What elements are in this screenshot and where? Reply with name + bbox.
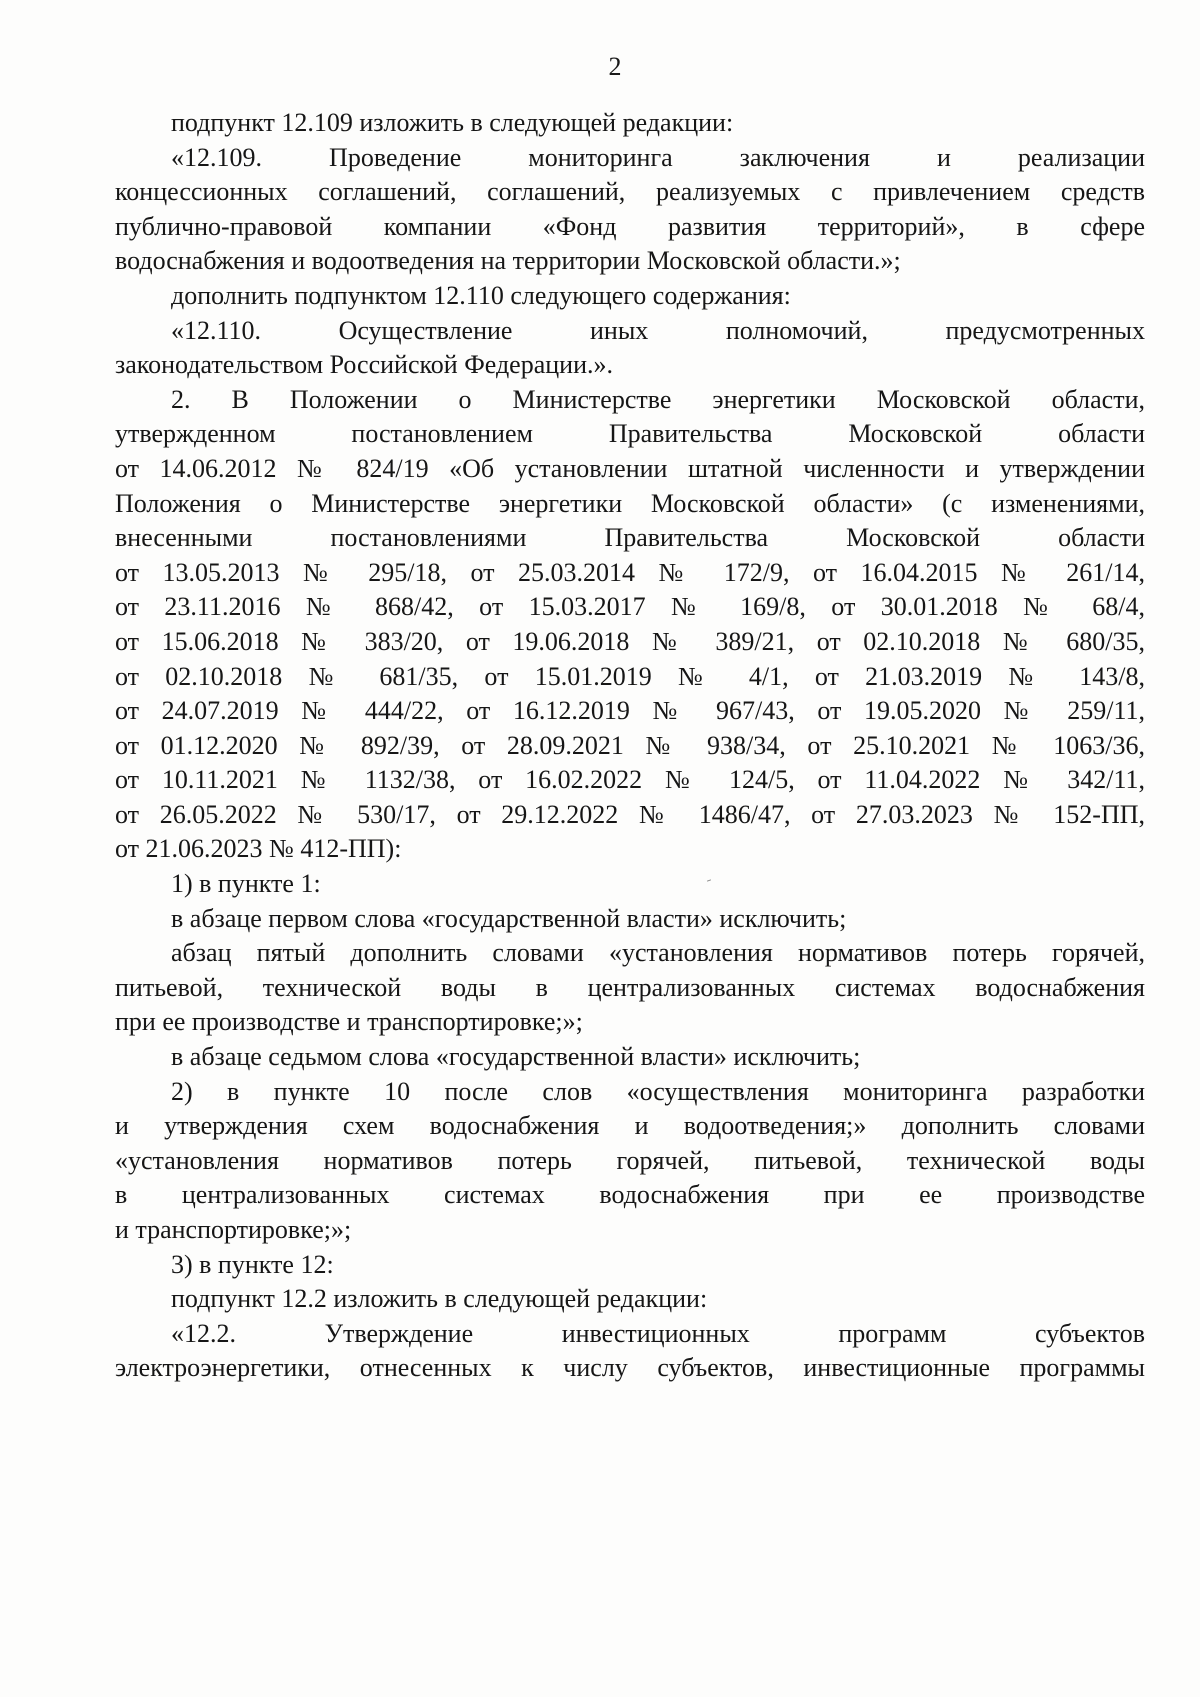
text-line: и транспортировке;»; [115, 1215, 352, 1244]
text-line: в абзаце седьмом слова «государственной власти» исключить; [171, 1042, 861, 1072]
document-body [115, 106, 1145, 1386]
text-line: электроэнергетики, отнесенных к числу субъектов, инвестиционные программы [115, 1353, 1145, 1383]
text-line: подпункт 12.2 изложить в следующей редакции: [171, 1284, 708, 1314]
text-line: от 21.06.2023 № 412-ПП): [115, 834, 402, 864]
text-line: концессионных соглашений, соглашений, реализуемых с привлечением средств [115, 177, 1145, 207]
text-line: и утверждения схем водоснабжения и водоотведения;» дополнить словами [115, 1111, 1145, 1141]
text-line: при ее производстве и транспортировке;»; [115, 1007, 583, 1037]
text-line: подпункт 12.109 изложить в следующей редакции: [171, 108, 734, 137]
text-line: водоснабжения и водоотведения на территории Московской области.»; [115, 246, 901, 276]
text-line: «установления нормативов потерь горячей, питьевой, технической воды [115, 1145, 1145, 1175]
text-line: 2) в пункте 10 после слов «осуществления мониторинга разработки [171, 1076, 1145, 1106]
text-line: питьевой, технической воды в централизованных системах водоснабжения [115, 972, 1145, 1002]
text-line: от 10.11.2021 № 1132/38, от 16.02.2022 № 124/5, от 11.04.2022 № 342/11, [115, 765, 1145, 795]
text-line: дополнить подпунктом 12.110 следующего содержания: [171, 280, 791, 310]
text-line: абзац пятый дополнить словами «установления нормативов потерь горячей, [171, 938, 1145, 968]
text-line: 1) в пункте 1: [171, 869, 321, 899]
page-number: 2 [608, 52, 622, 81]
text-line: законодательством Российской Федерации.». [115, 350, 613, 380]
text-line: от 01.12.2020 № 892/39, от 28.09.2021 № 938/34, от 25.10.2021 № 1063/36, [115, 730, 1145, 760]
text-line: от 23.11.2016 № 868/42, от 15.03.2017 № 169/8, от 30.01.2018 № 68/4, [115, 592, 1145, 622]
text-line: от 15.06.2018 № 383/20, от 19.06.2018 № 389/21, от 02.10.2018 № 680/35, [115, 626, 1145, 656]
text-line: 3) в пункте 12: [171, 1249, 334, 1279]
text-line: от 26.05.2022 № 530/17, от 29.12.2022 № 1486/47, от 27.03.2023 № 152-ПП, [115, 799, 1145, 829]
text-line: от 13.05.2013 № 295/18, от 25.03.2014 № 172/9, от 16.04.2015 № 261/14, [115, 557, 1145, 587]
text-line: от 14.06.2012 № 824/19 «Об установлении штатной численности и утверждении [115, 453, 1145, 483]
text-line: в централизованных системах водоснабжения при ее производстве [115, 1180, 1145, 1210]
text-line: в абзаце первом слова «государственной власти» исключить; [171, 903, 847, 933]
text-line: утвержденном постановлением Правительства Московской области [115, 419, 1145, 449]
text-line: «12.2. Утверждение инвестиционных программ субъектов [171, 1318, 1145, 1348]
text-line: «12.110. Осуществление иных полномочий, предусмотренных [171, 315, 1145, 345]
text-line: внесенными постановлениями Правительства Московской области [115, 523, 1145, 553]
text-line: Положения о Министерстве энергетики Московской области» (с изменениями, [115, 488, 1145, 518]
text-line: публично-правовой компании «Фонд развития территорий», в сфере [115, 211, 1145, 241]
text-line: от 02.10.2018 № 681/35, от 15.01.2019 № 4/1, от 21.03.2019 № 143/8, [115, 661, 1145, 691]
text-line: «12.109. Проведение мониторинга заключения и реализации [171, 142, 1145, 172]
text-line: 2. В Положении о Министерстве энергетики Московской области, [171, 384, 1145, 414]
text-line: от 24.07.2019 № 444/22, от 16.12.2019 № 967/43, от 19.05.2020 № 259/11, [115, 696, 1145, 726]
